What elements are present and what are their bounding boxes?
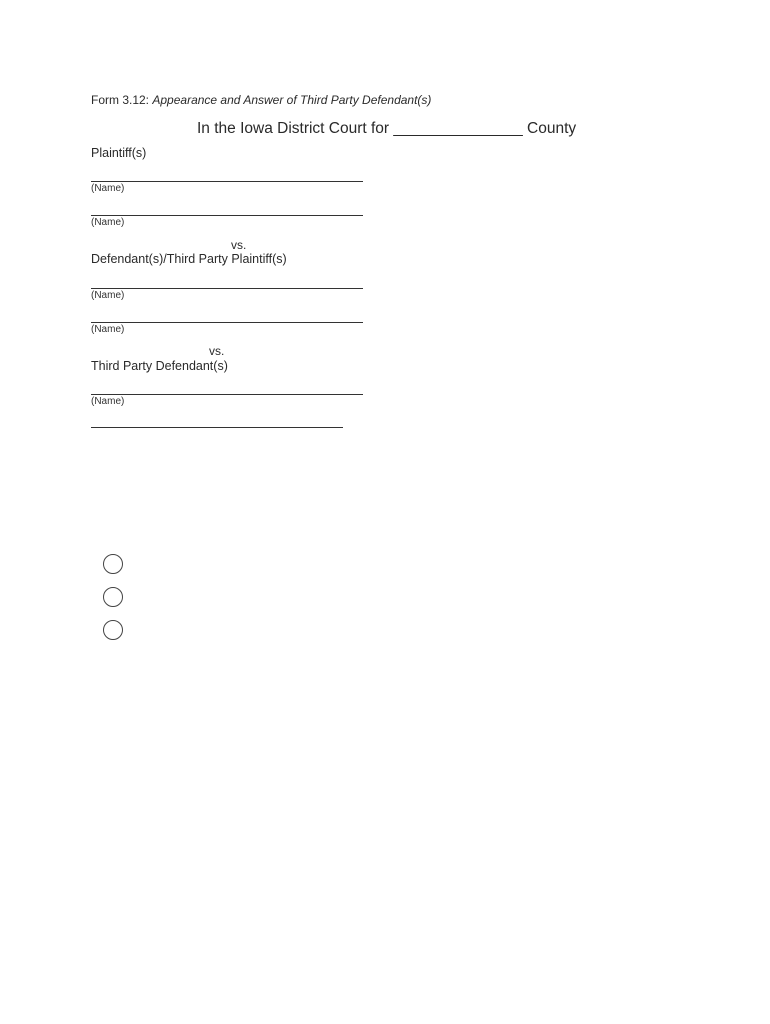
option-2-radio[interactable] bbox=[103, 587, 123, 607]
defendant-name-label-2: (Name) bbox=[91, 324, 125, 335]
vs-label-1: vs. bbox=[231, 238, 247, 252]
form-title-text: Appearance and Answer of Third Party Defendant(s) bbox=[152, 93, 432, 107]
court-prefix: In the Iowa District Court for bbox=[197, 120, 390, 137]
vs-label-2: vs. bbox=[209, 344, 225, 358]
defendant-name-line-2[interactable] bbox=[91, 322, 363, 323]
form-number: Form 3.12: bbox=[91, 93, 150, 107]
plaintiffs-label: Plaintiff(s) bbox=[91, 146, 147, 160]
county-blank[interactable]: _______________ bbox=[393, 120, 523, 137]
court-suffix: County bbox=[527, 120, 577, 137]
option-3-radio[interactable] bbox=[103, 620, 123, 640]
court-heading bbox=[197, 120, 576, 138]
plaintiff-name-line-2[interactable] bbox=[91, 215, 363, 216]
case-number-line[interactable] bbox=[91, 427, 343, 428]
form-title bbox=[91, 93, 431, 107]
plaintiff-name-label-2: (Name) bbox=[91, 217, 125, 228]
option-1-radio[interactable] bbox=[103, 554, 123, 574]
third-party-defendants-label: Third Party Defendant(s) bbox=[91, 359, 228, 373]
defendant-name-line-1[interactable] bbox=[91, 288, 363, 289]
defendants-label: Defendant(s)/Third Party Plaintiff(s) bbox=[91, 252, 287, 266]
defendant-name-label-1: (Name) bbox=[91, 290, 125, 301]
plaintiff-name-label-1: (Name) bbox=[91, 183, 125, 194]
plaintiff-name-line-1[interactable] bbox=[91, 181, 363, 182]
third-party-name-line[interactable] bbox=[91, 394, 363, 395]
third-party-name-label: (Name) bbox=[91, 396, 125, 407]
